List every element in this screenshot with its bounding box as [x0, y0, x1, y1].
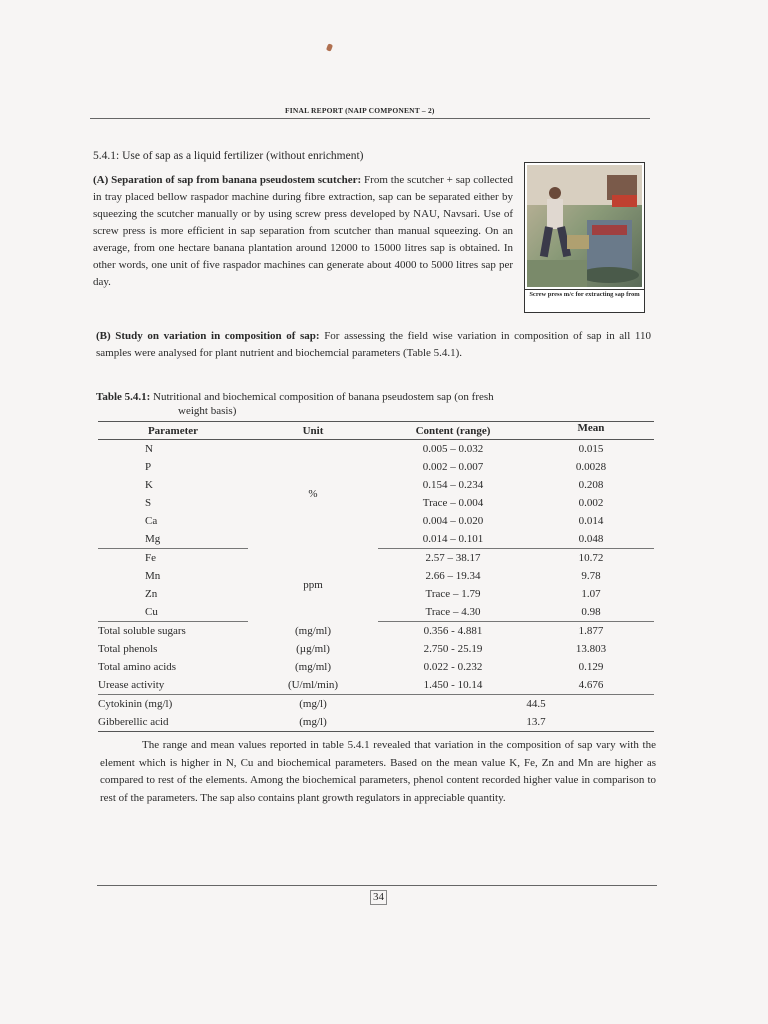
table-row	[98, 622, 654, 641]
param-cell: Urease activity	[98, 676, 248, 695]
range-cell: 0.014 – 0.101	[378, 530, 528, 549]
unit-cell: (µg/ml)	[296, 643, 330, 655]
mean-cell: 4.676	[528, 676, 654, 695]
mean-cell: 1.07	[581, 588, 601, 600]
part-b-heading: (B) Study on variation in composition of sap:	[96, 330, 320, 342]
table-header-row	[98, 422, 654, 440]
col-header-unit: Unit	[248, 422, 378, 440]
table-label: Table 5.4.1:	[96, 391, 151, 403]
table-row	[98, 695, 654, 714]
param-cell: Cu	[98, 603, 248, 622]
table-row	[98, 440, 654, 459]
col-header-parameter: Parameter	[98, 422, 248, 440]
table-row	[98, 676, 654, 695]
range-cell: Trace – 0.004	[422, 497, 484, 509]
screw-press-figure	[524, 162, 645, 313]
param-cell: P	[145, 461, 152, 473]
mean-cell: 9.78	[581, 570, 601, 582]
mean-cell: 0.0028	[575, 461, 607, 473]
mean-cell: 0.98	[528, 603, 654, 622]
part-a-heading: (A) Separation of sap from banana pseudostem scutcher:	[93, 174, 362, 186]
table-row	[98, 658, 654, 676]
col-header-range: Content (range)	[378, 422, 528, 440]
range-cell: 0.002 – 0.007	[422, 461, 484, 473]
col-header-mean: Mean	[528, 419, 654, 437]
running-header: FINAL REPORT (NAIP COMPONENT – 2)	[285, 106, 435, 115]
mean-cell: 0.002	[578, 497, 604, 509]
value-cell: 44.5	[526, 698, 546, 710]
range-cell: 2.750 - 25.19	[423, 643, 483, 655]
mean-cell: 0.129	[578, 661, 604, 673]
mean-cell: 0.014	[578, 515, 604, 527]
conclusion-paragraph: The range and mean values reported in table 5.4.1 revealed that variation in the composition of sap vary with the element which is higher in N, Cu and biochemical parameters. Based on the mean value K, Fe, Zn and Mn are higher as compared to rest of the elements. Among the biochemical parameters, phenol content recorded higher value in comparison to rest of the parameters. The sap also contains plant growth regulators in appreciable quantity.	[100, 739, 656, 804]
value-cell: 13.7	[378, 713, 654, 732]
mean-cell: 0.208	[578, 479, 604, 491]
param-cell: Total amino acids	[98, 661, 177, 673]
paper-speck	[326, 43, 333, 51]
param-cell: S	[145, 497, 152, 509]
unit-cell-ppm: ppm	[303, 579, 323, 591]
part-b-text: For assessing the field wise variation in composition of sap in all 110 samples were analysed for plant nutrient and biochemcial parameters (Table 5.4.1).	[96, 330, 651, 359]
range-cell: Trace – 1.79	[425, 588, 481, 600]
photo-caption: Screw press m/c for extracting sap from	[525, 289, 644, 299]
section-title: 5.4.1: Use of sap as a liquid fertilizer (without enrichment)	[93, 150, 364, 162]
mean-cell: 0.048	[528, 530, 654, 549]
unit-cell: (mg/l)	[248, 713, 378, 732]
part-b-paragraph	[96, 328, 651, 362]
composition-table	[98, 421, 654, 732]
param-cell: Mn	[145, 570, 161, 582]
param-cell: Fe	[145, 552, 156, 564]
table-caption-line1: Nutritional and biochemical composition of banana pseudostem sap (on fresh	[150, 391, 494, 403]
param-cell: Total phenols	[98, 643, 158, 655]
param-cell: Total soluble sugars	[98, 625, 186, 637]
unit-cell: (mg/l)	[299, 698, 327, 710]
unit-cell-percent: %	[308, 488, 318, 501]
param-cell: Mg	[98, 530, 248, 549]
mean-cell: 0.015	[578, 443, 604, 455]
param-cell: N	[145, 443, 153, 455]
range-cell: Trace – 4.30	[378, 603, 528, 622]
unit-cell: (U/ml/min)	[248, 676, 378, 695]
table-caption	[96, 390, 656, 418]
table-row	[98, 549, 654, 568]
param-cell: Cytokinin (mg/l)	[98, 698, 173, 710]
param-cell: Zn	[145, 588, 158, 600]
footer-rule	[97, 885, 657, 886]
param-cell: K	[145, 479, 153, 491]
range-cell: 0.154 – 0.234	[422, 479, 484, 491]
table-row	[98, 640, 654, 658]
range-cell: 0.022 - 0.232	[423, 661, 483, 673]
part-a-text: From the scutcher + sap collected in tray placed bellow raspador machine during fibre extraction, sap can be separated either by squeezing the scutcher manually or by using screw press developed by NAU, Navsari. Use of screw press is more efficient in sap separation from scutcher than manual squeezing. On an average, from one hectare banana plantation around 12000 to 15000 litres sap is obtained. In other words, one unit of five raspador machines can generate about 4000 to 5000 litres sap per day.	[93, 174, 513, 288]
mean-cell: 10.72	[578, 552, 604, 564]
mean-cell: 1.877	[578, 625, 604, 637]
range-cell: 0.356 - 4.881	[423, 625, 483, 637]
range-cell: 2.66 – 19.34	[425, 570, 481, 582]
page-number: 34	[370, 890, 387, 905]
range-cell: 0.004 – 0.020	[422, 515, 484, 527]
range-cell: 0.005 – 0.032	[422, 443, 484, 455]
param-cell: Gibberellic acid	[98, 713, 248, 732]
unit-cell: (mg/ml)	[294, 624, 332, 637]
unit-cell: (mg/ml)	[294, 661, 332, 673]
range-cell: 1.450 - 10.14	[378, 676, 528, 695]
table-row	[98, 713, 654, 732]
table-caption-line2: weight basis)	[178, 405, 237, 417]
param-cell: Ca	[145, 515, 158, 527]
range-cell: 2.57 – 38.17	[425, 552, 481, 564]
header-rule	[90, 118, 650, 119]
part-a-paragraph	[93, 172, 513, 291]
screw-press-photo	[527, 165, 642, 287]
mean-cell: 13.803	[575, 643, 607, 655]
